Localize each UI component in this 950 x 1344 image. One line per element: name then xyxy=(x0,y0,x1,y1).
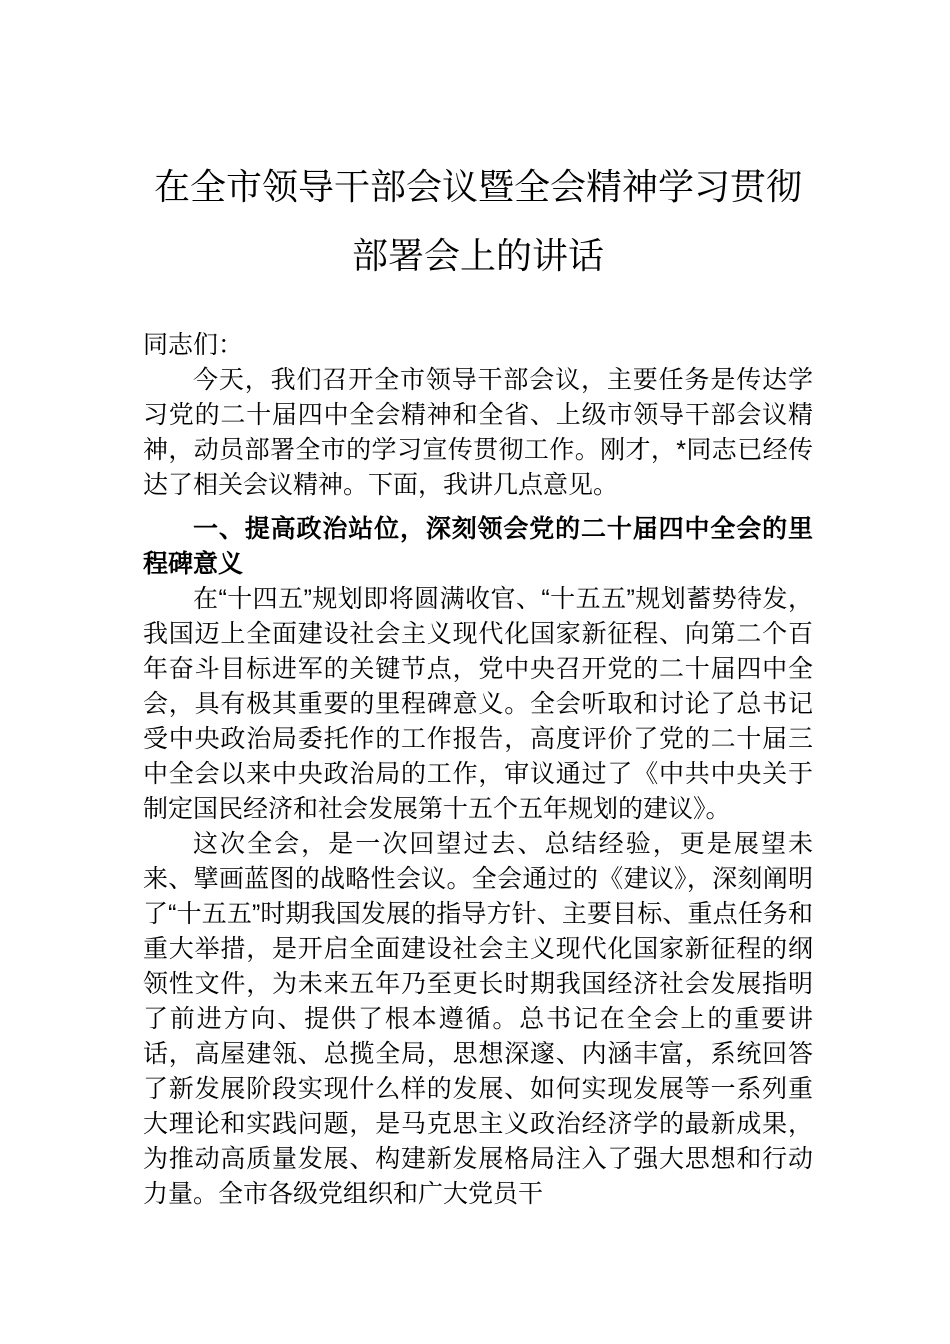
document-title: 在全市领导干部会议暨全会精神学习贯彻部署会上的讲话 xyxy=(153,166,802,276)
document-content xyxy=(143,0,813,1212)
section-1-heading: 一、提高政治站位，深刻领会党的二十届四中全会的里程碑意义 xyxy=(143,515,813,578)
section-1-paragraph-2: 这次全会，是一次回望过去、总结经验，更是展望未来、擘画蓝图的战略性会议。全会通过的《建议》，深刻阐明了“十五五”时期我国发展的指导方针、主要目标、重点任务和重大举措，是开启全面建设社会主义现代化国家新征程的纲领性文件，为未来五年乃至更长时期我国经济社会发展指明了前进方向、提供了根本遵循。总书记在全会上的重要讲话，高屋建瓴、总揽全局，思想深邃、内涵丰富，系统回答了新发展阶段实现什么样的发展、如何实现发展等一系列重大理论和实践问题，是马克思主义政治经济学的最新成果，为推动高质量发展、构建新发展格局注入了强大思想和行动力量。全市各级党组织和广大党员干 xyxy=(143,830,813,1208)
section-1-paragraph-1: 在“十四五”规划即将圆满收官、“十五五”规划蓄势待发，我国迈上全面建设社会主义现代化国家新征程、向第二个百年奋斗目标进军的关键节点，党中央召开党的二十届四中全会，具有极其重要的里程碑意义。全会听取和讨论了总书记受中央政治局委托作的工作报告，高度评价了党的二十届三中全会以来中央政治局的工作，审议通过了《中共中央关于制定国民经济和社会发展第十五个五年规划的建议》。 xyxy=(143,585,813,823)
intro-paragraph: 今天，我们召开全市领导干部会议，主要任务是传达学习党的二十届四中全会精神和全省、上级市领导干部会议精神，动员部署全市的学习宣传贯彻工作。刚才，*同志已经传达了相关会议精神。下面，我讲几点意见。 xyxy=(143,366,813,499)
salutation-line: 同志们： xyxy=(143,331,244,359)
document-body xyxy=(143,328,813,1212)
